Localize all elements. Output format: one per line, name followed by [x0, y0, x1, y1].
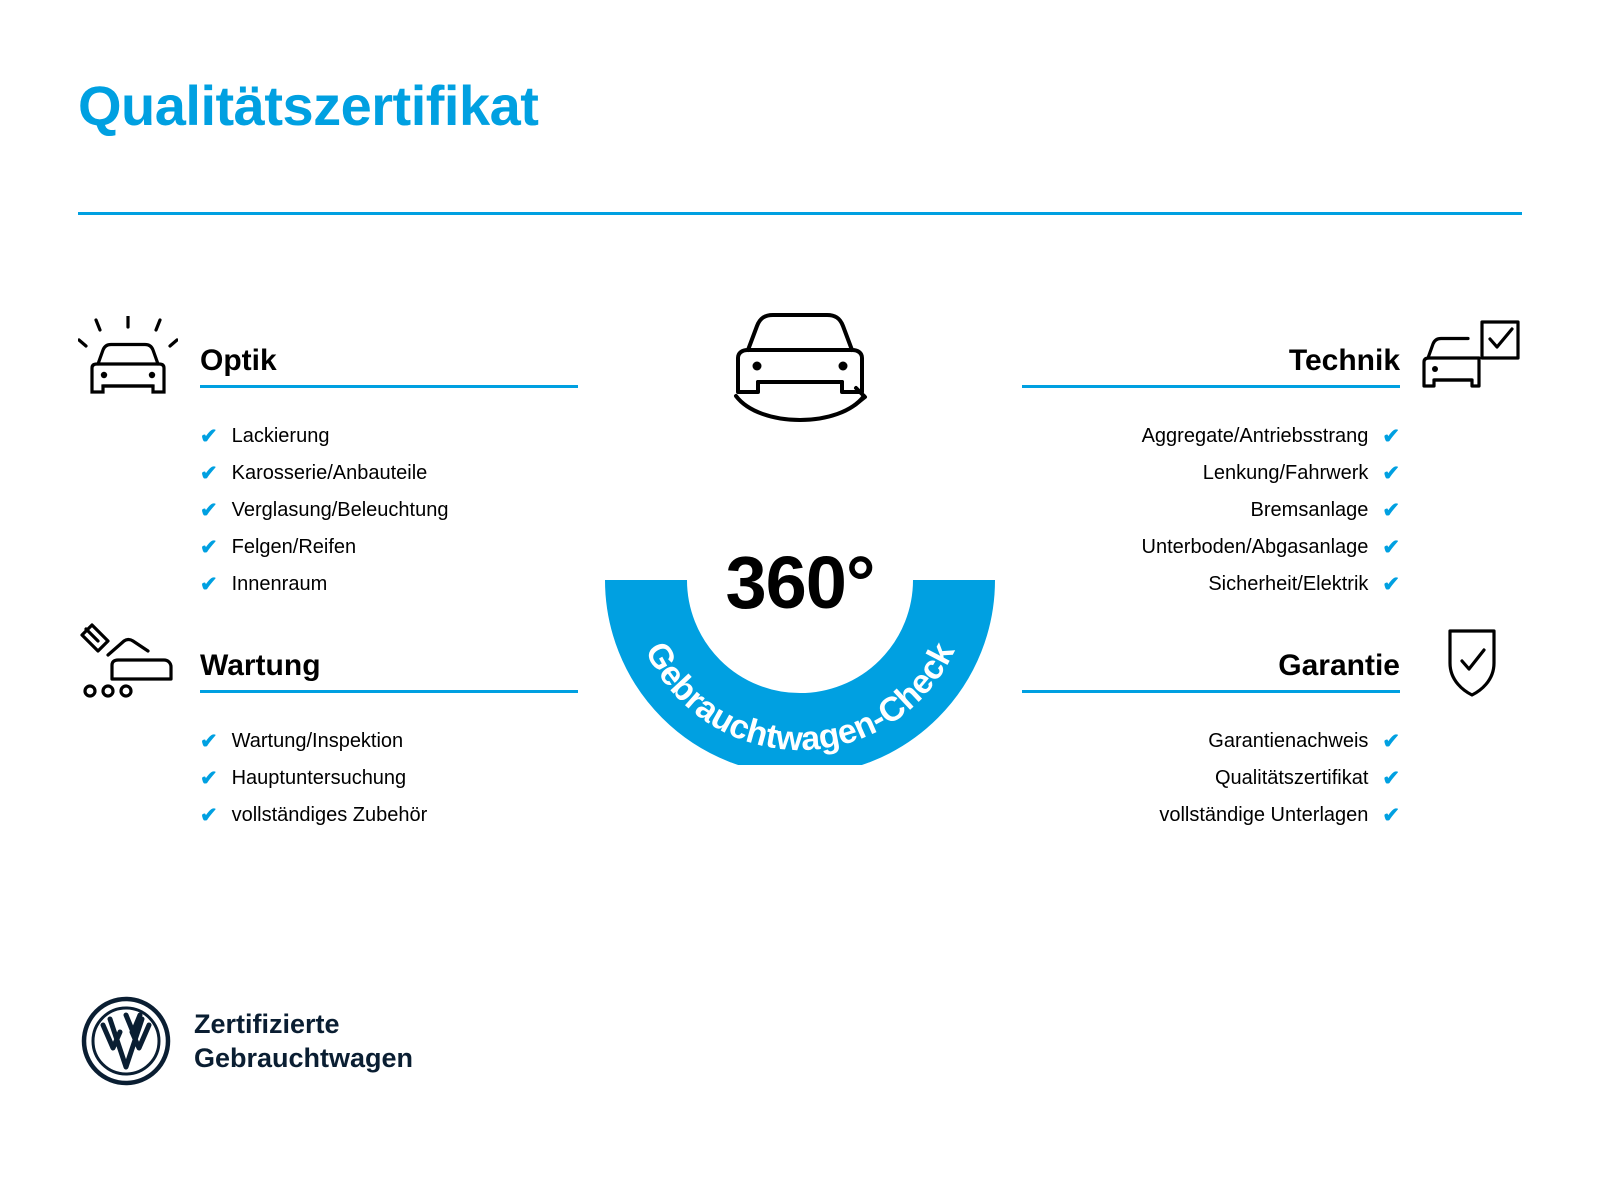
check-icon: ✔ — [1382, 767, 1400, 790]
list-item-label: Verglasung/Beleuchtung — [231, 499, 449, 521]
brand-text — [194, 1007, 413, 1075]
list-item — [1022, 797, 1522, 834]
checklist-technik — [1022, 418, 1522, 603]
car-lift-icon — [78, 621, 178, 707]
list-item-label: Sicherheit/Elektrik — [1208, 573, 1369, 595]
section-wartung — [78, 635, 578, 834]
list-item — [78, 760, 578, 797]
section-header-optik — [78, 330, 578, 400]
section-technik — [1022, 330, 1522, 603]
check-icon: ✔ — [200, 730, 218, 753]
checklist-garantie — [1022, 723, 1522, 834]
check-icon: ✔ — [200, 499, 218, 522]
list-item — [78, 492, 578, 529]
check-icon: ✔ — [200, 462, 218, 485]
section-underline-garantie — [1022, 690, 1400, 693]
list-item-label: vollständige Unterlagen — [1159, 804, 1369, 826]
checklist-wartung — [78, 723, 578, 834]
check-icon: ✔ — [1382, 462, 1400, 485]
car-checklist-icon — [1422, 316, 1522, 402]
section-underline-optik — [200, 385, 578, 388]
list-item — [78, 723, 578, 760]
brand-footer — [80, 995, 413, 1087]
title-divider — [78, 212, 1522, 215]
check-icon: ✔ — [1382, 425, 1400, 448]
list-item-label: Bremsanlage — [1250, 499, 1369, 521]
section-title-garantie: Garantie — [1278, 649, 1400, 682]
list-item — [1022, 723, 1522, 760]
list-item — [1022, 760, 1522, 797]
list-item-label: Hauptuntersuchung — [231, 767, 407, 789]
list-item-label: Innenraum — [231, 573, 328, 595]
check-icon: ✔ — [1382, 499, 1400, 522]
list-item-label: Lenkung/Fahrwerk — [1202, 462, 1369, 484]
section-title-technik: Technik — [1288, 344, 1400, 377]
list-item — [78, 455, 578, 492]
check-icon: ✔ — [200, 536, 218, 559]
section-title-wartung: Wartung — [200, 649, 321, 682]
list-item — [78, 797, 578, 834]
list-item-label: Aggregate/Antriebsstrang — [1141, 425, 1369, 447]
check-icon: ✔ — [1382, 730, 1400, 753]
list-item-label: Wartung/Inspektion — [231, 730, 404, 752]
section-title-optik: Optik — [200, 344, 277, 377]
list-item — [1022, 566, 1522, 603]
section-underline-technik — [1022, 385, 1400, 388]
shield-check-icon — [1422, 621, 1522, 707]
center-badge — [560, 300, 1040, 770]
list-item — [78, 418, 578, 455]
badge-value: 360° — [725, 541, 875, 624]
section-header-technik — [1022, 330, 1522, 400]
list-item-label: Qualitätszertifikat — [1215, 767, 1369, 789]
section-garantie — [1022, 635, 1522, 834]
section-header-garantie — [1022, 635, 1522, 705]
check-icon: ✔ — [200, 573, 218, 596]
section-underline-wartung — [200, 690, 578, 693]
ring-label: Gebrauchtwagen-Check — [637, 635, 963, 759]
check-icon: ✔ — [1382, 536, 1400, 559]
list-item — [1022, 492, 1522, 529]
brand-line-1: Zertifizierte — [194, 1009, 340, 1039]
list-item — [78, 529, 578, 566]
check-icon: ✔ — [200, 425, 218, 448]
section-header-wartung — [78, 635, 578, 705]
list-item — [78, 566, 578, 603]
list-item-label: vollständiges Zubehör — [231, 804, 428, 826]
list-item — [1022, 455, 1522, 492]
vw-logo-icon — [80, 995, 172, 1087]
list-item — [1022, 529, 1522, 566]
section-optik — [78, 330, 578, 603]
car-front-shine-icon — [78, 316, 178, 402]
list-item-label: Karosserie/Anbauteile — [231, 462, 428, 484]
list-item-label: Unterboden/Abgasanlage — [1141, 536, 1369, 558]
check-ring — [590, 395, 1010, 765]
page-title: Qualitätszertifikat — [78, 74, 539, 137]
list-item — [1022, 418, 1522, 455]
checklist-optik — [78, 418, 578, 603]
check-icon: ✔ — [1382, 804, 1400, 827]
check-icon: ✔ — [1382, 573, 1400, 596]
list-item-label: Lackierung — [231, 425, 330, 447]
list-item-label: Felgen/Reifen — [231, 536, 357, 558]
check-icon: ✔ — [200, 804, 218, 827]
list-item-label: Garantienachweis — [1208, 730, 1369, 752]
brand-line-2: Gebrauchtwagen — [194, 1043, 414, 1073]
check-icon: ✔ — [200, 767, 218, 790]
